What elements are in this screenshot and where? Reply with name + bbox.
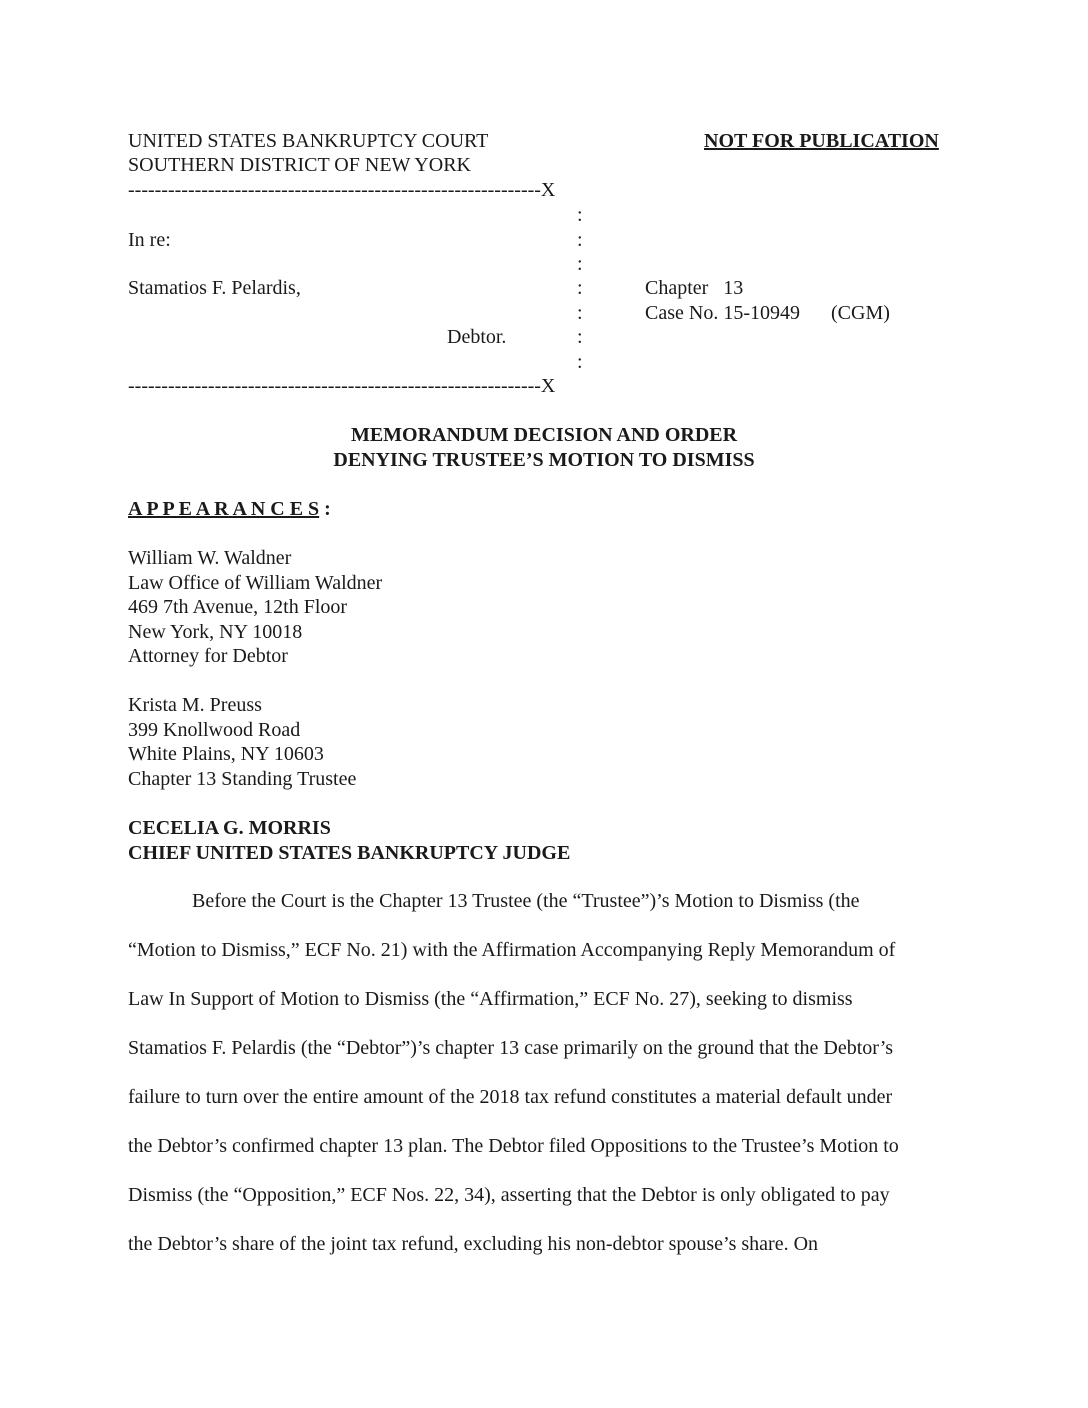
chapter-number: Chapter 13 bbox=[645, 277, 744, 299]
body-line: Law In Support of Motion to Dismiss (the “Affirmation,” ECF No. 27), seeking to dismiss bbox=[128, 988, 853, 1010]
body-line: Stamatios F. Pelardis (the “Debtor”)’s chapter 13 case primarily on the ground that the Debtor’s bbox=[128, 1037, 894, 1059]
caption-colon: : bbox=[577, 253, 583, 275]
caption-rule-top: --------------------------------------------------------------X bbox=[128, 179, 556, 201]
caption-colon: : bbox=[577, 204, 583, 226]
trustee-name: Krista M. Preuss bbox=[128, 694, 262, 716]
caption-colon: : bbox=[577, 351, 583, 373]
body-line: Before the Court is the Chapter 13 Trustee (the “Trustee”)’s Motion to Dismiss (the bbox=[192, 890, 860, 912]
body-line: the Debtor’s confirmed chapter 13 plan. The Debtor filed Oppositions to the Trustee’s Motion to bbox=[128, 1135, 899, 1157]
document-title-line2: DENYING TRUSTEE’S MOTION TO DISMISS bbox=[333, 449, 755, 471]
caption-colon: : bbox=[577, 229, 583, 251]
appearances-heading-text: A P P E A R A N C E S bbox=[128, 498, 320, 520]
body-line: Dismiss (the “Opposition,” ECF Nos. 22, 34), asserting that the Debtor is only obligated to pay bbox=[128, 1184, 890, 1206]
court-name-line2: SOUTHERN DISTRICT OF NEW YORK bbox=[128, 154, 471, 176]
judge-title: CHIEF UNITED STATES BANKRUPTCY JUDGE bbox=[128, 842, 571, 864]
caption-colon: : bbox=[577, 277, 583, 299]
trustee-city: White Plains, NY 10603 bbox=[128, 743, 324, 765]
appearances-heading bbox=[128, 497, 331, 521]
debtor-name: Stamatios F. Pelardis, bbox=[128, 277, 301, 299]
caption-colon: : bbox=[577, 326, 583, 348]
trustee-role: Chapter 13 Standing Trustee bbox=[128, 768, 357, 790]
debtor-counsel-role: Attorney for Debtor bbox=[128, 645, 288, 667]
debtor-label: Debtor. bbox=[447, 326, 507, 348]
body-line: the Debtor’s share of the joint tax refund, excluding his non-debtor spouse’s share. On bbox=[128, 1233, 819, 1255]
judge-name: CECELIA G. MORRIS bbox=[128, 817, 331, 839]
in-re-label: In re: bbox=[128, 229, 171, 251]
trustee-address: 399 Knollwood Road bbox=[128, 719, 301, 741]
body-line: failure to turn over the entire amount of the 2018 tax refund constitutes a material default under bbox=[128, 1086, 893, 1108]
publication-status: NOT FOR PUBLICATION bbox=[704, 130, 939, 152]
caption-colon: : bbox=[577, 302, 583, 324]
debtor-counsel-name: William W. Waldner bbox=[128, 547, 292, 569]
judge-initials: (CGM) bbox=[831, 302, 890, 324]
debtor-counsel-city: New York, NY 10018 bbox=[128, 621, 303, 643]
debtor-counsel-firm: Law Office of William Waldner bbox=[128, 572, 383, 594]
caption-rule-bottom: --------------------------------------------------------------X bbox=[128, 375, 556, 397]
appearances-heading-colon: : bbox=[324, 498, 331, 520]
body-line: “Motion to Dismiss,” ECF No. 21) with the Affirmation Accompanying Reply Memorandum of bbox=[128, 939, 896, 961]
debtor-counsel-address: 469 7th Avenue, 12th Floor bbox=[128, 596, 348, 618]
document-title-line1: MEMORANDUM DECISION AND ORDER bbox=[350, 424, 738, 446]
case-number: Case No. 15-10949 bbox=[645, 302, 800, 324]
court-name-line1: UNITED STATES BANKRUPTCY COURT bbox=[128, 130, 489, 152]
